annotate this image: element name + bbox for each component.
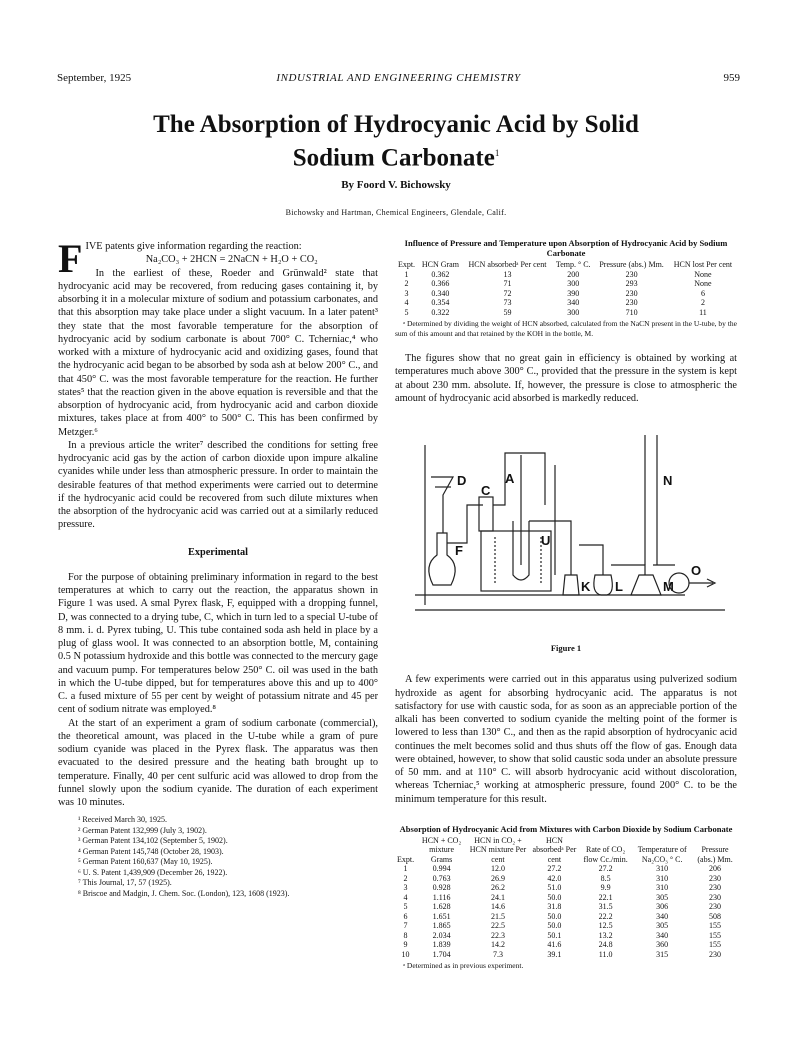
table-1-header: HCN Gram [421, 260, 459, 269]
table-cell: 41.6 [547, 940, 562, 950]
table-cell: 14.6 [490, 902, 505, 912]
table-cell: 1.628 [432, 902, 451, 912]
table-cell: None [694, 269, 712, 279]
table-cell: 50.0 [547, 911, 562, 921]
table-cell: 72 [503, 288, 512, 298]
table-row [395, 298, 737, 308]
table-cell: 230 [709, 902, 722, 912]
table-cell: 0.763 [432, 873, 451, 883]
flask-f-shape [429, 533, 455, 585]
table-2-header: HCN in CO₂ + HCN mixture Per cent [469, 835, 527, 864]
tube-f-to-c [447, 505, 483, 543]
table-cell: 3 [404, 288, 409, 298]
table-cell: 230 [625, 298, 638, 307]
footnote: ⁸ Briscoe and Madgin, J. Chem. Soc. (London), 123, 1608 (1923). [78, 888, 290, 898]
table-cell: 340 [656, 930, 669, 940]
table-cell: 9.9 [600, 883, 611, 893]
table-2 [395, 836, 737, 960]
table-cell: 22.2 [598, 911, 613, 921]
table-cell: 230 [625, 288, 638, 298]
footnote: ² German Patent 132,999 (July 3, 1902). [78, 825, 207, 835]
header-date: September, 1925 [57, 72, 132, 84]
table-cell: 5 [403, 902, 408, 912]
table-cell: 0.322 [431, 307, 450, 317]
table-cell: 300 [567, 279, 580, 288]
table-row [395, 921, 737, 931]
table-cell: 230 [625, 269, 638, 279]
left-column [58, 236, 378, 899]
table-1-header: HCN absorbedᵃ Per cent [468, 260, 547, 269]
table-cell: 230 [709, 883, 722, 893]
table-cell: 7.3 [492, 949, 503, 959]
table-cell: 5 [404, 307, 409, 317]
table-cell: 0.340 [431, 288, 450, 298]
paragraph-4: At the start of an experiment a gram of sodium carbonate (commercial), the theoretical amount, was placed in the U-tube while a gram of pure sodium cyanide was placed in the Pyrex flask. The apparatus was then evacuated to the desired pressure and the heating bath brought up to temperature. Finally, 40 per cent sulfuric acid was allowed to drop from the funnel slowly upon the sodium cyanide. The duration of each experiment was 10 minutes. [58, 717, 378, 808]
table-cell: 1 [404, 269, 409, 279]
table-1 [395, 260, 737, 317]
table-cell: 360 [656, 940, 669, 950]
table-row [395, 950, 737, 960]
table-2-body [395, 864, 737, 959]
label-n: N [663, 473, 673, 488]
table-1-header: Temp. ° C. [555, 260, 591, 269]
table-cell: 340 [567, 298, 580, 307]
title-footnote-mark: 1 [494, 148, 500, 158]
table-cell: 13.2 [598, 930, 613, 940]
footnote: ⁶ U. S. Patent 1,439,909 (December 26, 1922). [78, 867, 228, 877]
table-row [395, 902, 737, 912]
table-2-header: HCN + CO₂ mixture Grams [421, 835, 462, 864]
table-cell: 0.366 [431, 279, 450, 288]
table-cell: 155 [709, 940, 722, 950]
label-l: L [615, 579, 623, 594]
table-1-note: ᵃ Determined by dividing the weight of HCN absorbed, calculated from the NaCN present in the U-tube, by the sum of this amount and that retained by the KOH in the bottle, M. [395, 319, 737, 338]
table-row [395, 874, 737, 884]
right-column [395, 238, 737, 971]
table-cell: 300 [567, 307, 580, 317]
footnote: ⁴ German Patent 145,748 (October 28, 1903). [78, 846, 224, 856]
table-cell: 24.1 [490, 892, 505, 902]
table-row [395, 308, 737, 318]
label-u: U [541, 533, 551, 548]
bottle-l-shape [594, 575, 612, 595]
table-cell: 200 [567, 269, 580, 279]
label-m: M [663, 579, 674, 594]
table-row [395, 931, 737, 941]
tube-u-to-k [529, 521, 571, 575]
table-row [395, 912, 737, 922]
table-cell: 26.9 [490, 873, 505, 883]
label-o: O [691, 563, 702, 578]
table-cell: 11.0 [598, 949, 613, 959]
tube-c-to-a [493, 453, 545, 505]
table-cell: 2.034 [432, 930, 451, 940]
table-1-header: Pressure (abs.) Mm. [599, 260, 664, 269]
table-cell: 230 [709, 873, 722, 883]
affiliation-line: Bichowsky and Hartman, Chemical Engineers, Glendale, Calif. [285, 208, 507, 217]
table-cell: 508 [709, 911, 722, 921]
footnote: ⁵ German Patent 160,637 (May 10, 1925). [78, 857, 213, 867]
table-cell: 2 [403, 873, 408, 883]
table-cell: 4 [403, 892, 408, 902]
right-paragraph-1: The figures show that no great gain in efficiency is obtained by working at temperatures much above 300° C., provided that the pressure in the system is kept at about 230 mm. absolute. If, however, the pressure is close to atmospheric the amount of hydrocyanic acid absorbed is markedly reduced. [395, 353, 737, 404]
table-row [395, 270, 737, 280]
table-cell: 27.2 [598, 864, 613, 874]
table-cell: 0.354 [431, 298, 450, 307]
table-cell: 305 [656, 921, 669, 931]
table-row [395, 279, 737, 289]
drying-tube-c-shape [479, 497, 493, 531]
table-cell: 21.5 [490, 911, 505, 921]
table-cell: 50.1 [547, 930, 562, 940]
table-cell: 340 [656, 911, 669, 921]
article-title [60, 110, 732, 172]
table-2-header: Pressure (abs.) Mm. [697, 845, 733, 864]
table-2-header: Rate of CO₂ flow Cc./min. [583, 845, 628, 864]
table-cell: 390 [567, 288, 580, 298]
table-cell: 155 [709, 921, 722, 931]
table-cell: 22.5 [490, 921, 505, 931]
table-cell: 4 [404, 298, 409, 307]
table-1-header: HCN lost Per cent [673, 260, 733, 269]
paragraph-1: In the earliest of these, Roeder and Grünwald² state that hydrocyanic acid may be recovered, from reducing gases containing it, by absorbing it in a molecular mixture of sodium and potassium carbonates, and that this absorption may take place under a slight vacuum. In a later patent³ they state that the most favorable temperature for the absorption of hydrocyanic acid by sodium carbonate is about 700° C. Tcherniac,⁴ who worked with a mixture of hydrocyanic acid and oxidizing gases, found that the hydrocyanic acid began to be absorbed by soda ash at below 200° C., and that 450° C. was the most favorable temperature for the reaction. He further states⁵ that the reaction given in the above equation is reversible and that the absorption of hydrocyanic acid, from hydrocyanic acid and carbon dioxide mixtures, takes place at from 400° to 500° C. This has been confirmed by Metzger.⁶ [58, 267, 378, 438]
table-cell: 14.2 [490, 940, 505, 950]
table-1-header: Expt. [397, 260, 416, 269]
table-2-header: HCN absorbedᵃ Per cent [532, 835, 577, 864]
table-row [395, 893, 737, 903]
header-page-number: 959 [723, 72, 740, 84]
table-cell: 206 [709, 864, 722, 874]
table-2-note: ᵃ Determined as in previous experiment. [403, 961, 524, 971]
table-cell: 1.704 [432, 949, 451, 959]
table-cell: 42.0 [547, 873, 562, 883]
table-cell: 8.5 [600, 873, 611, 883]
table-cell: 31.5 [598, 902, 613, 912]
table-cell: 50.0 [547, 892, 562, 902]
table-cell: 1.651 [432, 911, 451, 921]
table-2-header: Temperature of Na₂CO₃ ° C. [637, 845, 687, 864]
table-row [395, 940, 737, 950]
label-f: F [455, 543, 463, 558]
table-cell: 51.0 [547, 883, 562, 893]
table-cell: 7 [403, 921, 408, 931]
table-cell: 1.839 [432, 940, 451, 950]
table-cell: 305 [656, 892, 669, 902]
table-cell: 6 [700, 288, 705, 298]
intro-text: IVE patents give information regarding the reaction: [85, 241, 302, 252]
footnote: ⁷ This Journal, 17, 57 (1925). [78, 878, 172, 888]
table-1-body [395, 270, 737, 318]
label-k: K [581, 579, 591, 594]
title-line-2-wrap [60, 139, 732, 172]
table-cell: 0.362 [431, 269, 450, 279]
right-paragraph-2: A few experiments were carried out in this apparatus using pulverized sodium hydroxide as agent for absorbing hydrocyanic acid. The apparatus is not satisfactory for use with caustic soda, for as soon as an appreciable portion of the alkali has been converted to sodium cyanide the melting point of the former is lowered to less than 130° C., and then as the rapid absorption of hydrocyanic acid continues the melt becomes solid and thus shuts off the flow of gas. Enough data were obtained, however, to show that solid caustic soda under an absolute pressure of 50 mm. and at 110° C. will absorb hydrocyanic acid without discoloration, whereas Tcherniac,⁵ working at atmospheric pressure, found 200° C. to be the minimum temperature for this result. [395, 674, 737, 805]
table-cell: 2 [700, 298, 705, 307]
table-cell: 0.928 [432, 883, 451, 893]
drop-cap: F [58, 236, 83, 281]
table-cell: 9 [403, 940, 408, 950]
table-row [395, 864, 737, 874]
table-cell: 12.5 [598, 921, 613, 931]
footnote: ¹ Received March 30, 1925. [78, 815, 168, 825]
reaction-equation: Na₂CO₃ + 2HCN = 2NaCN + H₂O + CO₂ [145, 254, 318, 266]
table-cell: 24.8 [598, 940, 613, 950]
table-2-caption: Absorption of Hydrocyanic Acid from Mixtures with Carbon Dioxide by Sodium Carbonate [399, 823, 733, 834]
table-row [395, 289, 737, 299]
table-cell: 73 [503, 298, 512, 307]
header-journal: INDUSTRIAL AND ENGINEERING CHEMISTRY [276, 72, 521, 84]
table-cell: 8 [403, 930, 408, 940]
paragraph-2: In a previous article the writer⁷ described the conditions for setting free hydrocyanic acid gas by the action of carbon dioxide upon impure alkaline cyanides while under less than atmospheric pressure. In order to maintain the desirable features of that method experiments were carried out to determine if the hydrocyanic acid could be recovered from such dilute mixtures when the absorption of the hydrocyanic acid was carried out at a similarly reduced pressure. [58, 439, 378, 531]
table-cell: 59 [503, 307, 512, 317]
figure-1-caption: Figure 1 [550, 643, 582, 653]
table-cell: 22.1 [598, 892, 613, 902]
table-cell: 1 [403, 864, 408, 874]
footnotes [58, 815, 378, 899]
table-cell: 27.2 [547, 864, 562, 874]
table-cell: 310 [656, 883, 669, 893]
bath-hatch [495, 537, 541, 583]
table-cell: 50.0 [547, 921, 562, 931]
table-cell: 155 [709, 930, 722, 940]
table-cell: 11 [699, 307, 707, 317]
section-heading-experimental: Experimental [187, 546, 249, 558]
table-cell: 26.2 [490, 883, 505, 893]
table-cell: 22.3 [490, 930, 505, 940]
table-row [395, 883, 737, 893]
table-1-caption: Influence of Pressure and Temperature upon Absorption of Hydrocyanic Acid by Sodium Carbonate [404, 238, 728, 258]
paragraph-3: For the purpose of obtaining preliminary information in regard to the best temperatures at which to carry out the reaction, the apparatus shown in Figure 1 was used. A smal Pyrex flask, F, equipped with a dropping funnel, D, was connected to a drying tube, C, which in turn led to a special U-tube of 8 mm. i. d. Pyrex tubing, U. This tube contained soda ash held in place by a plug of glass wool. It was connected to an absorption bottle, M, containing 0.5 N potassium hydroxide and this bottle was connected to the mercury gage and vacuum pump. For temperatures below 250° C. oil was used in the bath in which the U-tube dipped, but for temperatures above this and up to 400° C. a fused mixture of 55 per cent by weight of potassium nitrate and 45 per cent of sodium nitrate was employed.⁸ [58, 571, 378, 716]
table-cell: 1.116 [432, 892, 451, 902]
table-cell: 6 [403, 911, 408, 921]
author-line: By Foord V. Bichowsky [341, 179, 451, 191]
table-cell: 0.994 [432, 864, 451, 874]
footnote: ³ German Patent 134,102 (September 5, 1902). [78, 836, 228, 846]
table-cell: 310 [656, 873, 669, 883]
table-cell: 230 [709, 892, 722, 902]
table-cell: 306 [656, 902, 669, 912]
table-cell: 13 [503, 269, 512, 279]
table-cell: 12.0 [490, 864, 505, 874]
title-line-2: Sodium Carbonate [292, 144, 495, 172]
title-line-1: The Absorption of Hydrocyanic Acid by Solid [153, 111, 639, 138]
label-c: C [481, 483, 491, 498]
table-cell: 3 [403, 883, 408, 893]
table-cell: None [694, 279, 712, 288]
figure-1-apparatus [395, 425, 737, 640]
table-cell: 230 [709, 949, 722, 959]
bottle-k-shape [563, 575, 579, 595]
table-cell: 10 [401, 949, 410, 959]
table-cell: 315 [656, 949, 669, 959]
table-cell: 710 [625, 307, 638, 317]
table-cell: 71 [503, 279, 512, 288]
table-cell: 293 [625, 279, 638, 288]
table-cell: 310 [656, 864, 669, 874]
dropping-funnel-d-shape [431, 477, 453, 533]
tube-l-to-m [611, 565, 645, 575]
table-cell: 31.8 [547, 902, 562, 912]
label-d: D [457, 473, 467, 488]
table-cell: 2 [404, 279, 409, 288]
table-cell: 39.1 [547, 949, 562, 959]
table-2-header: Expt. [397, 854, 415, 864]
absorption-bottle-m-shape [631, 575, 661, 595]
table-cell: 1.865 [432, 921, 451, 931]
label-a: A [505, 471, 515, 486]
tube-k-to-l [579, 545, 603, 575]
